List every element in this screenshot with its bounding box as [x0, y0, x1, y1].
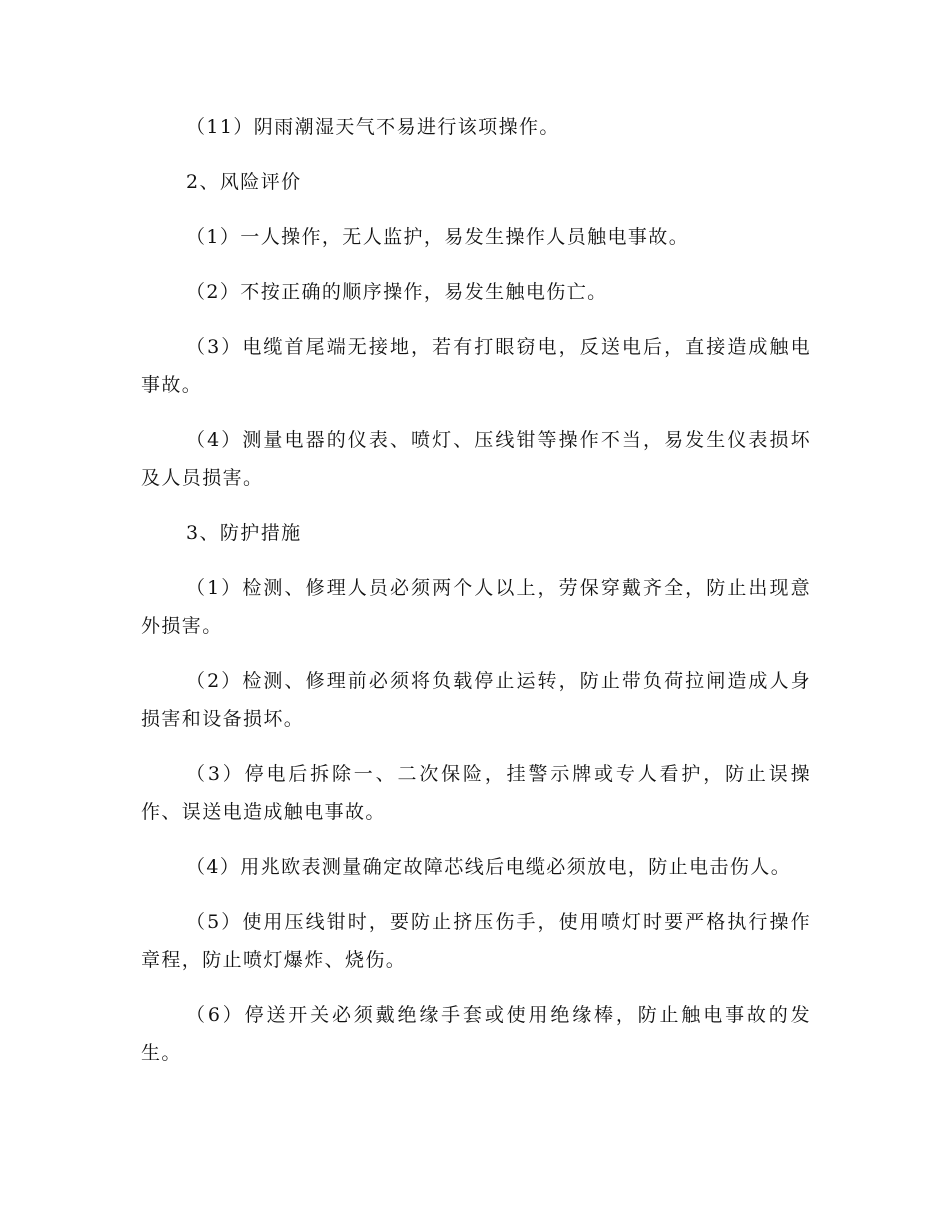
document-body	[141, 108, 811, 1089]
paragraph: （6）停送开关必须戴绝缘手套或使用绝缘棒，防止触电事故的发生。	[141, 1004, 811, 1064]
paragraph: （3）停电后拆除一、二次保险，挂警示牌或专人看护，防止误操作、误送电造成触电事故。	[141, 763, 811, 823]
paragraph: （2）不按正确的顺序操作，易发生触电伤亡。	[186, 281, 608, 303]
paragraph: （4）测量电器的仪表、喷灯、压线钳等操作不当，易发生仪表损坏及人员损害。	[141, 429, 811, 489]
paragraph: （1）一人操作，无人监护，易发生操作人员触电事故。	[186, 226, 690, 248]
paragraph: （4）用兆欧表测量确定故障芯线后电缆必须放电，防止电击伤人。	[186, 856, 792, 878]
paragraph: （11）阴雨潮湿天气不易进行该项操作。	[186, 116, 560, 138]
section-heading: 2、风险评价	[186, 171, 302, 193]
paragraph: （5）使用压线钳时，要防止挤压伤手，使用喷灯时要严格执行操作章程，防止喷灯爆炸、烧伤。	[141, 911, 811, 971]
paragraph: （3）电缆首尾端无接地，若有打眼窃电，反送电后，直接造成触电事故。	[141, 336, 811, 396]
section-heading: 3、防护措施	[186, 522, 302, 544]
paragraph: （2）检测、修理前必须将负载停止运转，防止带负荷拉闸造成人身损害和设备损坏。	[141, 670, 811, 730]
paragraph: （1）检测、修理人员必须两个人以上，劳保穿戴齐全，防止出现意外损害。	[141, 577, 811, 637]
